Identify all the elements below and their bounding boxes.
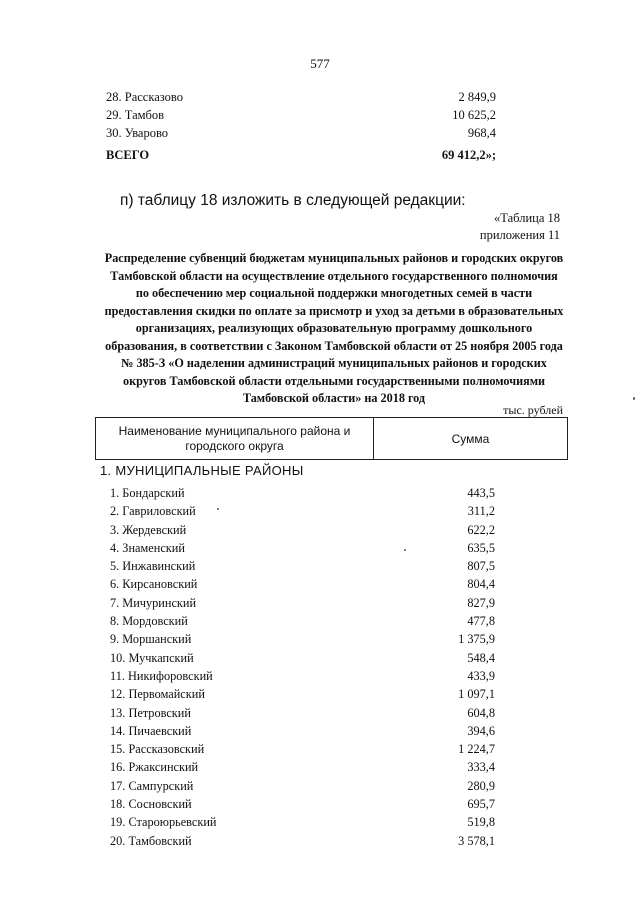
table-row <box>110 813 495 831</box>
item-value: 2 849,9 <box>458 90 496 104</box>
table-row <box>110 521 495 539</box>
table-row <box>110 832 495 850</box>
total-label: ВСЕГО <box>106 148 150 162</box>
row-label: 10. Мучкапский <box>110 650 194 665</box>
table-heading: Распределение субвенций бюджетам муниципальных районов и городских округов Тамбовской области на осуществление отдельного государственного полномочия по обеспечению мер социальной поддержки многодетных семей в части предоставления скидки по оплате за присмотр и уход за детьми в образовательных организациях, реализующих образовательную программу дошкольного образования, в соответствии с Законом Тамбовской области от 25 ноября 2005 года № 385-З «О наделении администраций муниципальных районов и городских округов Тамбовской области отдельными государственными полномочиями Тамбовской области» на 2018 год <box>104 251 564 405</box>
table-header <box>95 417 568 460</box>
row-value: 443,5 <box>467 486 495 500</box>
row-value: 635,5 <box>467 540 495 555</box>
table-ref-line1: «Таблица 18 <box>494 211 560 225</box>
row-label: 13. Петровский <box>110 705 191 720</box>
row-label: 5. Инжавинский <box>110 559 196 574</box>
table-row <box>110 758 495 776</box>
row-value: 804,4 <box>467 577 495 592</box>
scan-speck <box>404 549 406 551</box>
table-row <box>110 649 495 667</box>
table-row <box>110 612 495 630</box>
units-label: тыс. рублей <box>503 403 563 417</box>
row-value: 3 578,1 <box>458 833 495 848</box>
row-value: 548,4 <box>467 650 495 665</box>
item-value: 968,4 <box>467 126 496 140</box>
row-label: 1. Бондарский <box>110 486 185 500</box>
section-title: 1. МУНИЦИПАЛЬНЫЕ РАЙОНЫ <box>100 463 304 478</box>
row-label: 15. Рассказовский <box>110 742 205 757</box>
row-value: 1 097,1 <box>458 687 495 702</box>
table-body <box>110 484 495 850</box>
row-label: 2. Гавриловский <box>110 504 196 519</box>
row-value: 333,4 <box>467 760 495 775</box>
instruction-text: п) таблицу 18 изложить в следующей редакции: <box>120 192 466 209</box>
page-number: 577 <box>310 56 330 71</box>
table-reference <box>480 210 560 244</box>
header-name-column: Наименование муниципального района и городского округа <box>96 418 374 459</box>
row-value: 807,5 <box>467 559 495 574</box>
row-value: 604,8 <box>467 705 495 720</box>
row-label: 18. Сосновский <box>110 797 192 812</box>
item-label: 30. Уварово <box>106 126 169 140</box>
table-row <box>110 484 495 502</box>
row-label: 14. Пичаевский <box>110 723 192 738</box>
scan-speck <box>633 397 635 400</box>
list-item <box>106 124 496 142</box>
total-value: 69 412,2»; <box>441 148 496 162</box>
row-value: 827,9 <box>467 595 495 610</box>
row-value: 280,9 <box>467 778 495 793</box>
row-label: 12. Первомайский <box>110 687 205 702</box>
item-label: 29. Тамбов <box>106 108 165 122</box>
row-label: 19. Староюрьевский <box>110 815 217 830</box>
total-row <box>106 146 496 164</box>
row-label: 4. Знаменский <box>110 540 185 555</box>
table-row <box>110 685 495 703</box>
row-label: 11. Никифоровский <box>110 668 213 683</box>
table-row <box>110 777 495 795</box>
row-value: 1 375,9 <box>458 632 495 647</box>
table-row <box>110 630 495 648</box>
table-row <box>110 740 495 758</box>
list-item <box>106 106 496 124</box>
row-label: 7. Мичуринский <box>110 595 197 610</box>
previous-table-tail <box>106 88 496 164</box>
table-ref-line2: приложения 11 <box>479 228 560 242</box>
row-label: 20. Тамбовский <box>110 833 192 848</box>
scan-speck <box>217 508 219 510</box>
table-row <box>110 667 495 685</box>
row-value: 433,9 <box>467 668 495 683</box>
row-value: 394,6 <box>467 723 495 738</box>
item-value: 10 625,2 <box>452 108 496 122</box>
table-row <box>110 502 495 520</box>
row-value: 477,8 <box>467 614 495 629</box>
row-label: 8. Мордовский <box>110 614 188 629</box>
table-row <box>110 704 495 722</box>
table-row <box>110 539 495 557</box>
row-label: 6. Кирсановский <box>110 577 198 592</box>
row-label: 17. Сампурский <box>110 778 194 793</box>
item-label: 28. Рассказово <box>106 90 183 104</box>
list-item <box>106 88 496 106</box>
table-row <box>110 575 495 593</box>
row-value: 622,2 <box>467 522 495 537</box>
row-value: 519,8 <box>467 815 495 830</box>
row-label: 9. Моршанский <box>110 632 192 647</box>
row-value: 311,2 <box>467 504 495 519</box>
row-label: 16. Ржаксинский <box>110 760 199 775</box>
row-value: 1 224,7 <box>458 742 495 757</box>
table-row <box>110 795 495 813</box>
table-row <box>110 594 495 612</box>
row-label: 3. Жердевский <box>110 522 187 537</box>
table-row <box>110 557 495 575</box>
table-row <box>110 722 495 740</box>
row-value: 695,7 <box>467 797 495 812</box>
header-sum-column: Сумма <box>451 431 490 446</box>
